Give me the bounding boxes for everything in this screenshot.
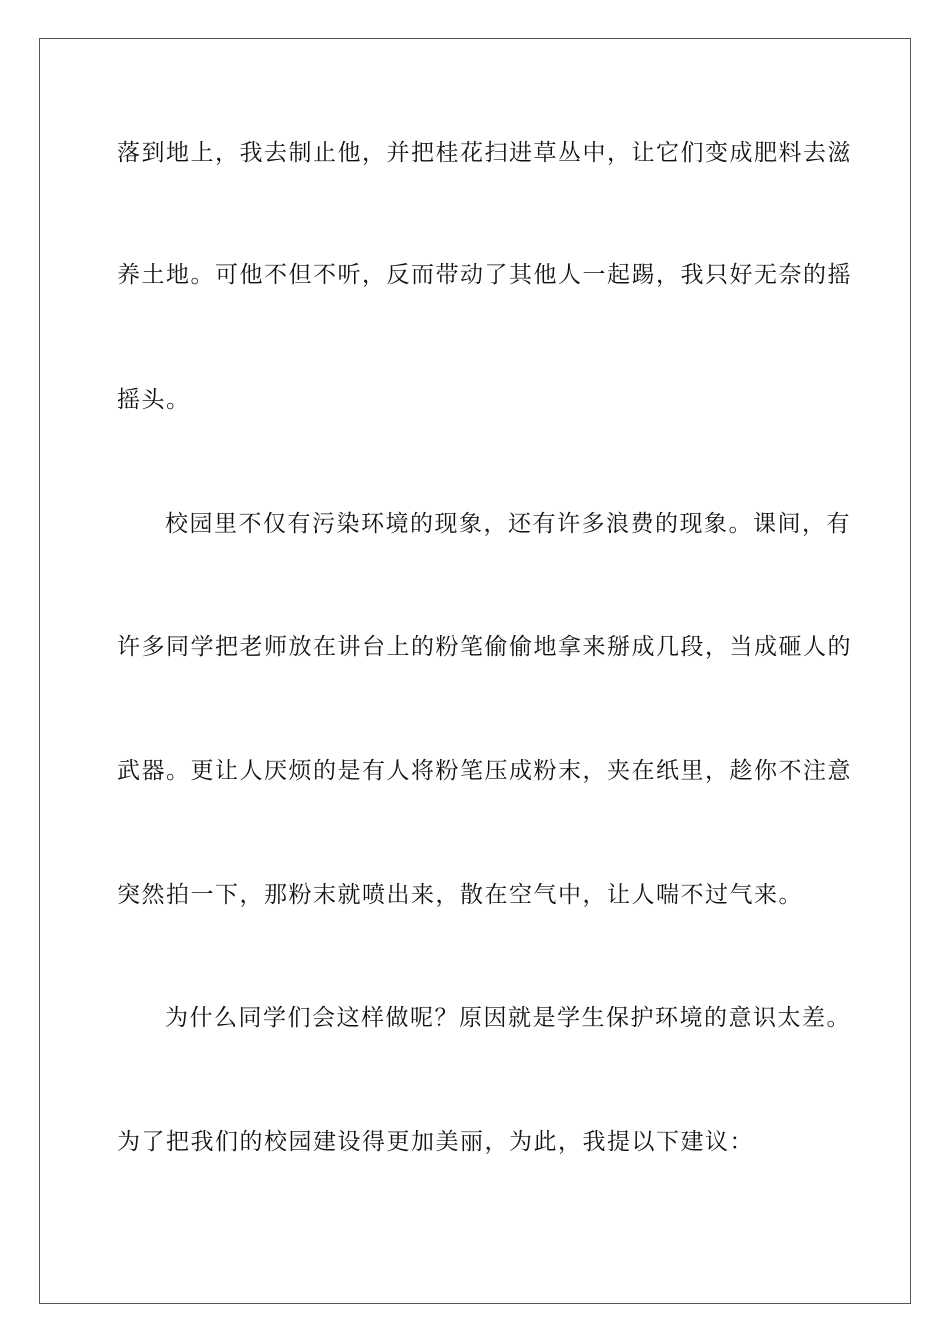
text-line: 养土地。可他不但不听，反而带动了其他人一起踢，我只好无奈的摇: [117, 262, 852, 288]
paragraph-start-line: 校园里不仅有污染环境的现象，还有许多浪费的现象。课间，有: [165, 511, 851, 537]
text-line: 落到地上，我去制止他，并把桂花扫进草丛中，让它们变成肥料去滋: [117, 140, 852, 166]
page-border: [39, 38, 911, 1304]
text-line: 突然拍一下，那粉末就喷出来，散在空气中，让人喘不过气来。: [117, 882, 803, 908]
text-line: 许多同学把老师放在讲台上的粉笔偷偷地拿来掰成几段，当成砸人的: [117, 634, 852, 660]
text-line: 武器。更让人厌烦的是有人将粉笔压成粉末，夹在纸里，趁你不注意: [117, 758, 852, 784]
text-line: 为了把我们的校园建设得更加美丽，为此，我提以下建议：: [117, 1129, 754, 1155]
paragraph-start-line: 为什么同学们会这样做呢？原因就是学生保护环境的意识太差。: [165, 1005, 851, 1031]
text-line: 摇头。: [117, 387, 191, 413]
